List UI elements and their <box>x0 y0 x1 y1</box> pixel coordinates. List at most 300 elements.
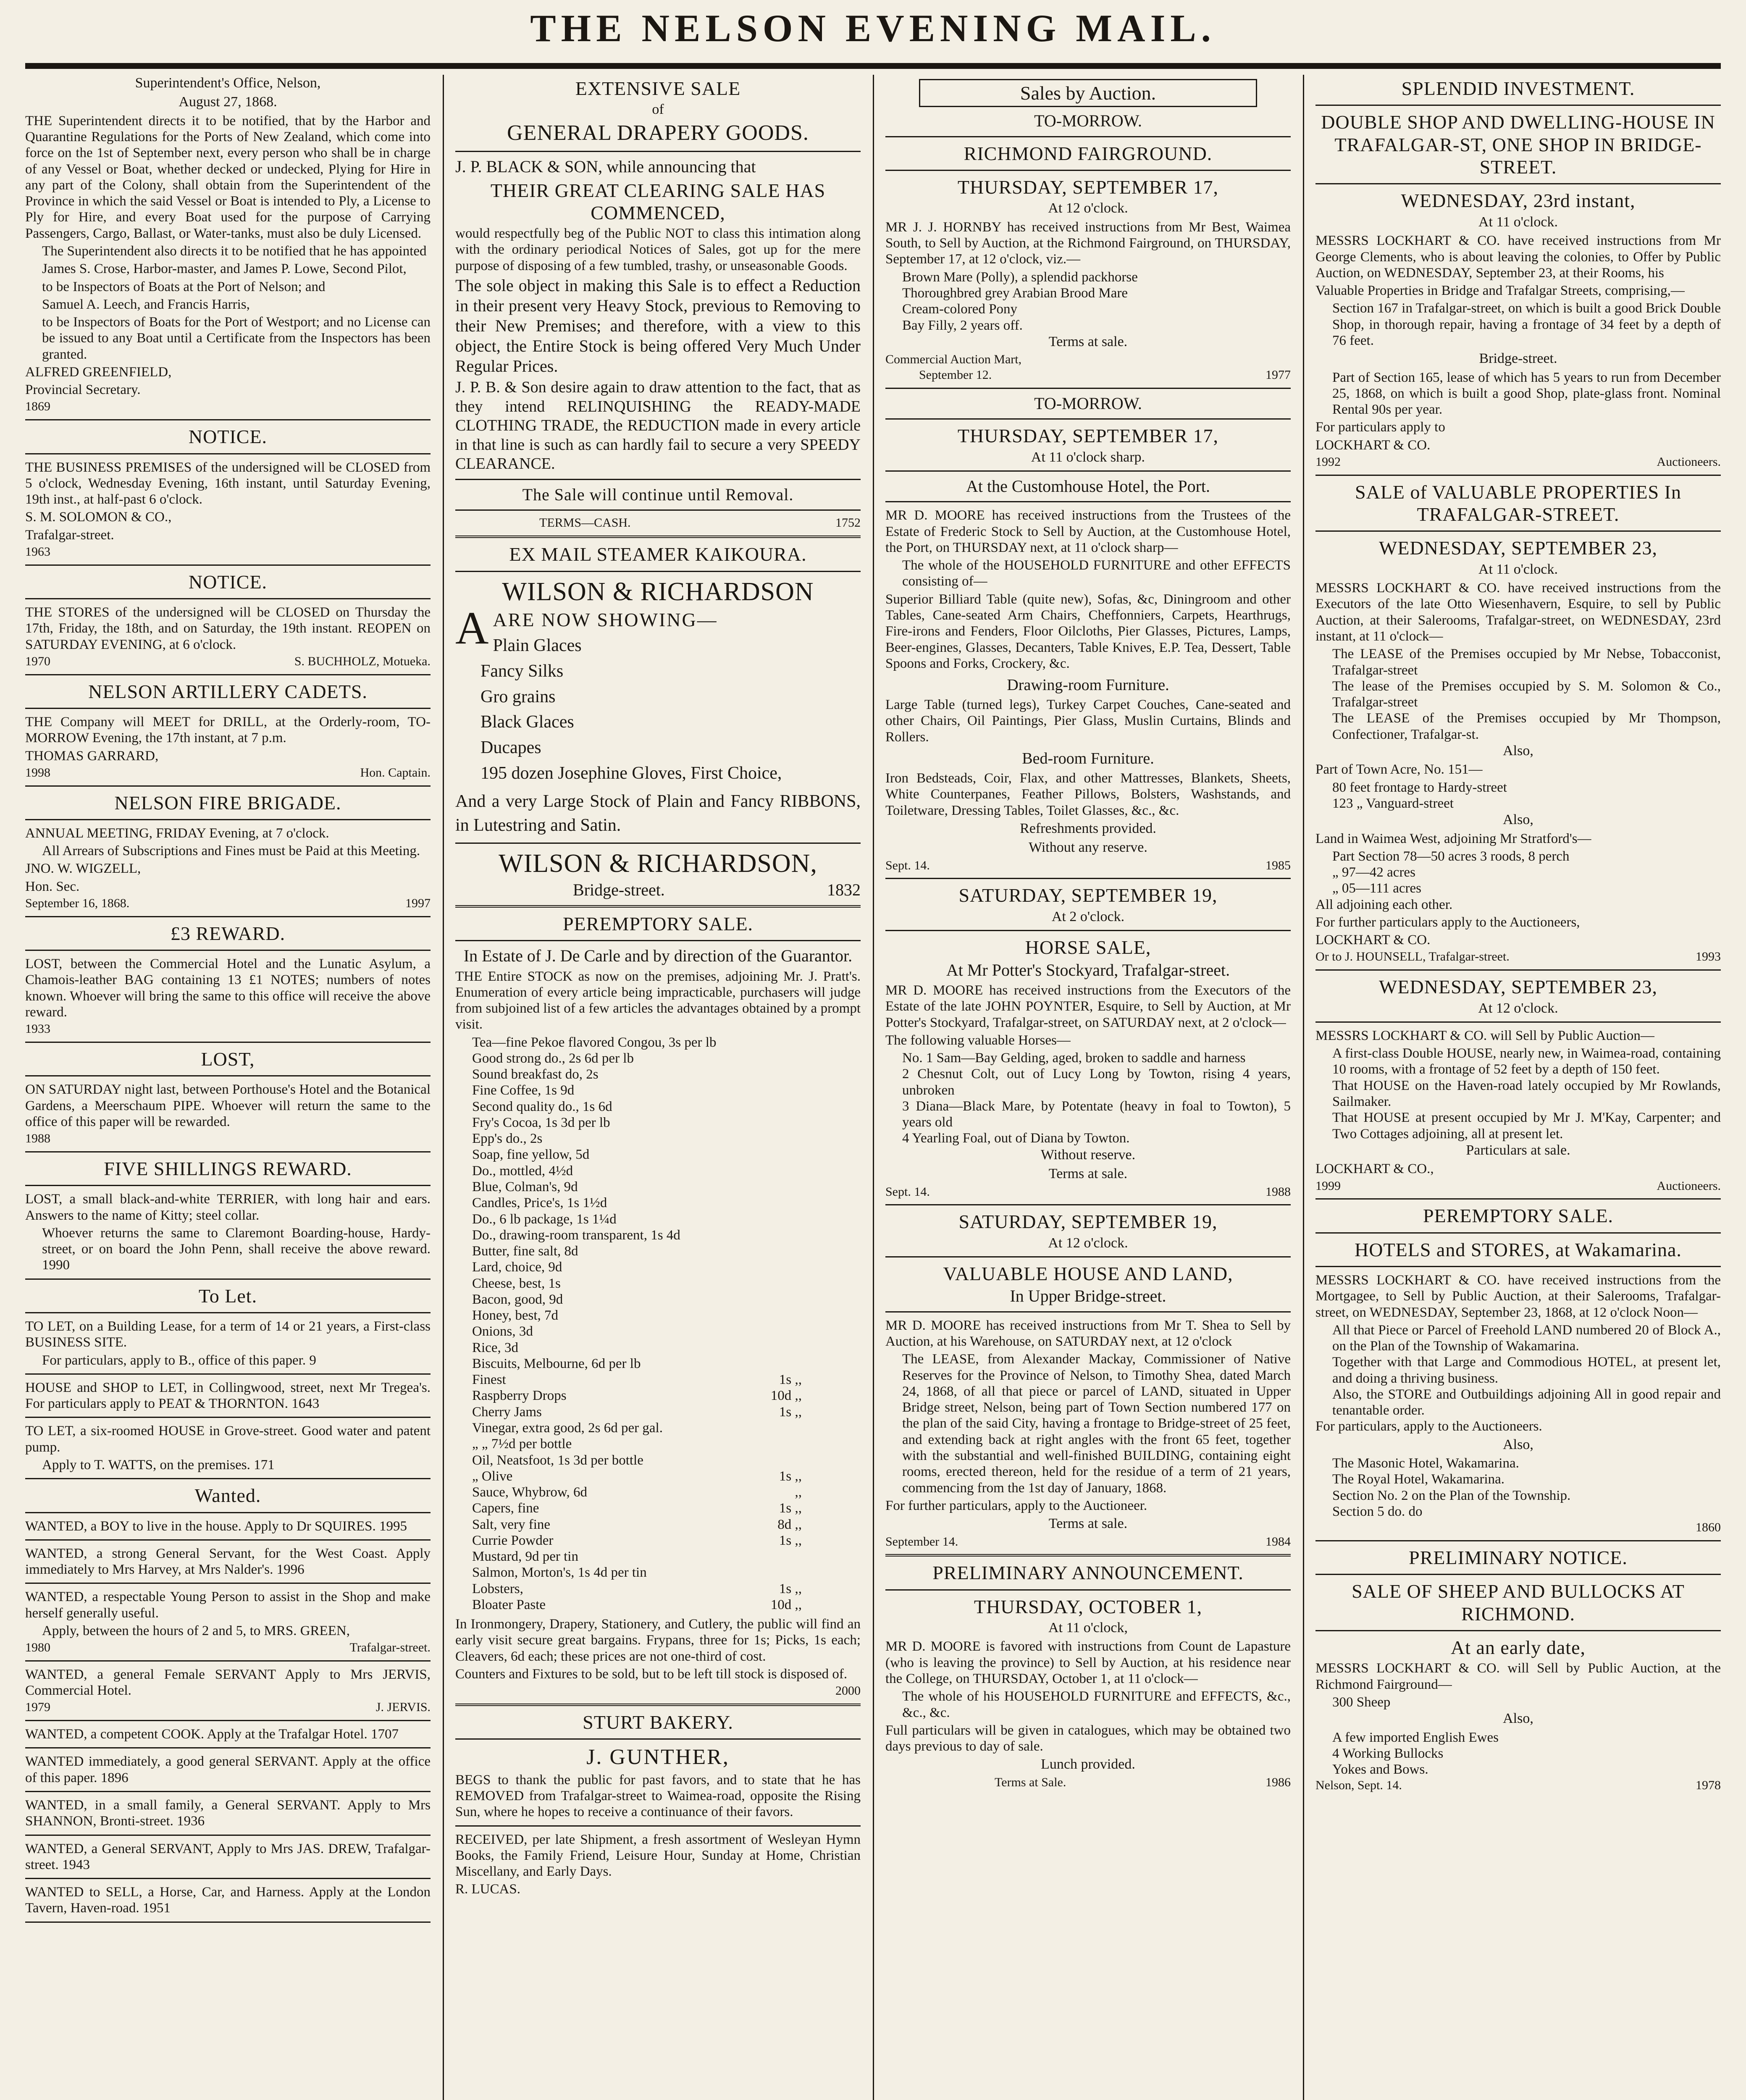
notice-body: WANTED to SELL, a Horse, Car, and Harness. Apply at the London Tavern, Haven-road. 1951 <box>25 1885 431 1916</box>
notice-footer <box>25 896 431 911</box>
price-item: Sauce, Whybrow, 6d <box>472 1485 588 1500</box>
price-item: Bloater Paste <box>472 1597 546 1612</box>
auction-date: WEDNESDAY, 23rd instant, <box>1401 190 1636 212</box>
price-item: Sound breakfast do, 2s <box>472 1067 599 1082</box>
price-item: „ „ 7½d per bottle <box>472 1436 572 1452</box>
ad-number: 1832 <box>827 880 861 900</box>
divider <box>25 1185 431 1186</box>
lease-item: The lease of the Premises occupied by S. M. Solomon & Co., Trafalgar-street <box>1332 678 1721 710</box>
auction-body: MR J. J. HORNBY has received instructions from Mr Best, Waimea South, to Sell by Auction, at the Richmond Fairground, on THURSDAY, September 17, at 12 o'clock, viz.— <box>885 219 1291 267</box>
hotel-line: Section No. 2 on the Plan of the Township. <box>1332 1488 1571 1503</box>
price-row <box>455 1259 861 1275</box>
hotel-lines <box>1315 1455 1721 1520</box>
divider <box>25 785 431 787</box>
price-item: Finest <box>472 1372 506 1388</box>
auction-body: The whole of the HOUSEHOLD FURNITURE and other EFFECTS consisting of— <box>902 558 1291 589</box>
sheep-items <box>1315 1694 1721 1710</box>
notice-footer-text: Hon. Captain. <box>360 765 431 780</box>
section-item: „ 97—42 acres <box>1332 865 1415 880</box>
price-row <box>455 1082 861 1098</box>
price-unit: 1s ,, <box>779 1372 802 1388</box>
frontage-item: 80 feet frontage to Hardy-street <box>1332 780 1507 795</box>
notice-footer <box>25 1131 431 1146</box>
divider <box>25 1075 431 1076</box>
price-row <box>455 1195 861 1211</box>
notice-body: All Arrears of Subscriptions and Fines must be Paid at this Meeting. <box>42 843 420 859</box>
price-row <box>455 1147 861 1163</box>
auction-date: SATURDAY, SEPTEMBER 19, <box>958 885 1218 906</box>
fabric-item: Plain Glaces <box>493 635 582 655</box>
page-columns <box>25 75 1721 2100</box>
auction-date: At an early date, <box>1451 1637 1586 1659</box>
sheep-item: 300 Sheep <box>1332 1694 1391 1710</box>
ad-number: 1992 <box>1315 454 1341 469</box>
hotel-items <box>1315 1322 1721 1419</box>
divider <box>25 1373 431 1375</box>
divider <box>25 1478 431 1479</box>
lease-item: The LEASE of the Premises occupied by Mr Nebse, Tobacconist, Trafalgar-street <box>1332 646 1721 678</box>
auction-body: Land in Waimea West, adjoining Mr Stratford's— <box>1315 831 1591 846</box>
notice-body: ANNUAL MEETING, FRIDAY Evening, at 7 o'clock. <box>25 825 329 841</box>
auction-date: THURSDAY, SEPTEMBER 17, <box>957 425 1219 447</box>
price-item: „ Olive <box>472 1468 513 1484</box>
notice-body: James S. Crose, Harbor-master, and James P. Lowe, Second Pilot, <box>42 261 407 277</box>
auction-terms: Terms at sale. <box>1048 1166 1128 1182</box>
auction-date: THURSDAY, SEPTEMBER 17, <box>957 176 1219 198</box>
auction-body: Section 167 in Trafalgar-street, on which is built a good Brick Double Shop, in thorough repair, having a frontage of 34 feet by a depth of 76 feet. <box>1332 301 1721 348</box>
notice-body: ON SATURDAY night last, between Porthouse's Hotel and the Botanical Gardens, a Meerschaum PIPE. Whoever will return the same to the office of this paper will be rewarded. <box>25 1082 431 1129</box>
preliminary-notice-heading: PRELIMINARY NOTICE. <box>1409 1546 1628 1568</box>
price-item: Lard, choice, 9d <box>472 1260 562 1275</box>
auction-terms: Particulars at sale. <box>1466 1142 1570 1158</box>
auction-body: MESSRS LOCKHART & CO. have received instructions from the Executors of the late Otto Wiesenhavern, Esquire, to sell by Public Auction, at their Salerooms, Trafalgar-street, on WEDNESDAY, 23rd instant, at 11 o'clock— <box>1315 580 1721 644</box>
auction-footer-date: Sept. 14. <box>885 1184 930 1199</box>
divider <box>25 1312 431 1313</box>
divider <box>25 1747 431 1748</box>
notice-signature: JNO. W. WIGZELL, <box>25 861 141 877</box>
auction-subhead: Drawing-room Furniture. <box>1007 676 1169 694</box>
ad-number: 1993 <box>1696 950 1721 964</box>
notice-body: TO LET, on a Building Lease, for a term of 14 or 21 years, a First-class BUSINESS SITE. <box>25 1319 431 1350</box>
hotel-item: Together with that Large and Commodious HOTEL, at present let, and doing a thriving business. <box>1332 1354 1721 1386</box>
auction-subhead: Bridge-street. <box>1479 351 1557 367</box>
auction-body: The whole of his HOUSEHOLD FURNITURE and EFFECTS, &c., &c., &c. <box>902 1689 1291 1720</box>
also-label: Also, <box>1503 812 1533 828</box>
price-item: Second quality do., 1s 6d <box>472 1099 612 1114</box>
notice-heading: LOST, <box>201 1048 255 1070</box>
price-row <box>455 1500 861 1516</box>
horse-item: 3 Diana—Black Mare, by Potentate (heavy in foal to Towton), 5 years old <box>902 1098 1291 1130</box>
price-item: Do., drawing-room transparent, 1s 4d <box>472 1227 680 1243</box>
price-row <box>455 1323 861 1339</box>
drapery-closing: The Sale will continue until Removal. <box>522 485 794 504</box>
price-item: Cheese, best, 1s <box>472 1276 561 1291</box>
auction-time: At 12 o'clock. <box>1478 1000 1558 1016</box>
divider <box>25 950 431 951</box>
price-item: Blue, Colman's, 9d <box>472 1179 578 1195</box>
notice-signature: ALFRED GREENFIELD, <box>25 364 172 380</box>
bakery-body: BEGS to thank the public for past favors, and to state that he has REMOVED from Trafalgar-street to Waimea-road, opposite the Rising Sun, where he hopes to receive a continuance of their favors. <box>455 1772 861 1820</box>
auction-body: Valuable Properties in Bridge and Trafalgar Streets, comprising,— <box>1315 283 1685 299</box>
price-unit: 1s ,, <box>779 1501 802 1516</box>
price-unit: 10d ,, <box>770 1388 802 1404</box>
price-item: Salmon, Morton's, 1s 4d per tin <box>472 1565 647 1580</box>
price-item: Good strong do., 2s 6d per lb <box>472 1050 634 1066</box>
price-row <box>455 1340 861 1356</box>
price-row <box>455 1484 861 1500</box>
auction-date: WEDNESDAY, SEPTEMBER 23, <box>1379 537 1657 559</box>
auction-body: Full particulars will be given in catalogues, which may be obtained two days previous to day of sale. <box>885 1722 1291 1754</box>
horse-item: No. 1 Sam—Bay Gelding, aged, broken to saddle and harness <box>902 1050 1246 1066</box>
auction-body: MR D. MOORE has received instructions from Mr T. Shea to Sell by Auction, at his Warehouse, on SATURDAY next, at 12 o'clock <box>885 1318 1291 1349</box>
auction-place: RICHMOND FAIRGROUND. <box>964 142 1213 164</box>
notice-heading: NELSON FIRE BRIGADE. <box>114 792 341 814</box>
price-item: Biscuits, Melbourne, 6d per lb <box>472 1356 641 1371</box>
price-item: Do., 6 lb package, 1s 1¼d <box>472 1211 617 1227</box>
drapery-of: of <box>652 102 664 118</box>
notice-body: THE STORES of the undersigned will be CLOSED on Thursday the 17th, Friday, the 18th, and on Saturday, the 19th instant. REOPEN on SATURDAY EVENING, at 6 o'clock. <box>25 605 431 652</box>
divider <box>25 1720 431 1721</box>
notice-footer-text: S. BUCHHOLZ, Motueka. <box>294 654 431 668</box>
sturt-bakery-heading: STURT BAKERY. <box>583 1712 733 1733</box>
clearing-sale-heading: THEIR GREAT CLEARING SALE HAS COMMENCED, <box>490 179 826 223</box>
divider <box>25 674 431 675</box>
divider <box>25 916 431 917</box>
auction-body: For further particulars apply to the Auctioneers, <box>1315 914 1580 930</box>
lucas-signature: R. LUCAS. <box>455 1882 520 1897</box>
auction-item: Bay Filly, 2 years off. <box>902 318 1023 333</box>
notice-body: WANTED, a General SERVANT, Apply to Mrs JAS. DREW, Trafalgar-street. 1943 <box>25 1841 431 1872</box>
peremptory-sale-heading: PEREMPTORY SALE. <box>1423 1205 1614 1227</box>
auction-when: TO-MORROW. <box>1034 111 1142 131</box>
price-row <box>455 1597 861 1613</box>
price-item: Lobsters, <box>472 1581 523 1596</box>
price-item: Onions, 3d <box>472 1324 533 1339</box>
drapery-title: GENERAL DRAPERY GOODS. <box>507 121 809 145</box>
notice-heading: To Let. <box>198 1285 257 1307</box>
newspaper-title: THE NELSON EVENING MAIL. <box>530 7 1216 50</box>
preliminary-announcement-heading: PRELIMINARY ANNOUNCEMENT. <box>932 1562 1244 1584</box>
ad-number: 1984 <box>1266 1534 1291 1549</box>
notice-heading: NOTICE. <box>188 571 268 593</box>
price-item: Fine Coffee, 1s 9d <box>472 1083 575 1098</box>
drapery-paragraph: J. P. B. & Son desire again to draw attention to the fact, that as they intend RELINQUISHING the READY-MADE CLOTHING TRADE, the REDUCTION made in every article in that line is such as can hardly fail to secure a very SPEEDY CLEARANCE. <box>455 378 861 473</box>
notice-heading: FIVE SHILLINGS REWARD. <box>104 1158 352 1179</box>
hotel-line: The Masonic Hotel, Wakamarina. <box>1332 1456 1519 1471</box>
price-row <box>455 1581 861 1597</box>
price-item: Epp's do., 2s <box>472 1131 543 1147</box>
auction-terms: Terms at sale. <box>1048 333 1128 349</box>
also-label: Also, <box>1503 1711 1533 1727</box>
auction-item: Thoroughbred grey Arabian Brood Mare <box>902 285 1128 301</box>
peremptory-fixtures: Counters and Fixtures to be sold, but to be left till stock is disposed of. <box>455 1666 848 1682</box>
auction-place: At the Customhouse Hotel, the Port. <box>966 476 1210 496</box>
column-divider <box>873 75 874 2100</box>
notice-footer <box>25 545 431 559</box>
lockhart-signature: LOCKHART & CO. <box>1315 932 1431 948</box>
price-item: Capers, fine <box>472 1501 539 1516</box>
livestock-item: 4 Working Bullocks <box>1332 1746 1444 1761</box>
auction-terms: Terms at Sale. <box>995 1775 1066 1789</box>
auction-body: The LEASE, from Alexander Mackay, Commissioner of Native Reserves for the Province of Nelson, to Timothy Shea, dated March 24, 1868, of all that piece or parcel of LAND, situated in Upper Bridge street, Nelson, being part of Town Section numbered 177 on the plan of the said City, having a frontage to Bridge-street of 25 feet, and extending back at right angles with the front 65 feet, together with the substantial and well-finished BUILDING, containing eight rooms, erected thereon, held for the residue of a term of 21 years, commencing from the 1st day of January, 1868. <box>902 1352 1291 1496</box>
auction-list: Iron Bedsteads, Coir, Flax, and other Mattresses, Blankets, Sheets, White Counterpanes, Feather Pillows, Bolsters, Washstands, and Toiletware, Dressing Tables, Toilet Glasses, &c., &c. <box>885 770 1291 818</box>
column-2 <box>455 75 861 2100</box>
notice-body: WANTED, a strong General Servant, for the West Coast. Apply immediately to Mrs Harvey, at Mrs Nalder's. 1996 <box>25 1546 431 1578</box>
price-row <box>455 1372 861 1388</box>
ad-number: 1933 <box>25 1022 50 1036</box>
notice-footer-text: 1980 <box>25 1641 50 1655</box>
price-row <box>455 1227 861 1243</box>
divider <box>25 819 431 820</box>
price-row <box>455 1163 861 1179</box>
ad-number: 1977 <box>1266 368 1291 382</box>
drop-cap: A <box>455 602 489 654</box>
wakamarina-heading: HOTELS and STORES, at Wakamarina. <box>1355 1239 1682 1260</box>
auction-items <box>885 1050 1291 1147</box>
notice-heading: NELSON ARTILLERY CADETS. <box>88 680 368 702</box>
auction-items <box>885 269 1291 333</box>
wilson-richardson-footer: WILSON & RICHARDSON, <box>499 849 817 878</box>
auction-item: Brown Mare (Polly), a splendid packhorse <box>902 269 1138 285</box>
also-label: Also, <box>1503 1436 1533 1452</box>
price-item: Mustard, 9d per tin <box>472 1549 578 1564</box>
house-items <box>1315 1045 1721 1142</box>
notice-body: to be Inspectors of Boats for the Port of Westport; and no License can be issued to any Boat until a Certificate from the Inspectors has been granted. <box>42 315 431 362</box>
auction-reserve: Without any reserve. <box>1029 840 1147 856</box>
lockhart-signature: LOCKHART & CO. <box>1315 437 1431 453</box>
price-row <box>455 1276 861 1292</box>
auction-date: SATURDAY, SEPTEMBER 19, <box>958 1211 1218 1233</box>
notice-body: Samuel A. Leech, and Francis Harris, <box>42 297 250 312</box>
auction-body: MR D. MOORE has received instructions from the Trustees of the Estate of Frederic Stock to Sell by Auction, at the Customhouse Hotel, the Port, on THURSDAY next, at 11 o'clock sharp— <box>885 508 1291 555</box>
ad-number: 1752 <box>835 516 861 530</box>
notice-body: THE Company will MEET for DRILL, at the Orderly-room, TO-MORROW Evening, the 17th instant, at 7 p.m. <box>25 714 431 746</box>
wilson-richardson-title: WILSON & RICHARDSON <box>502 577 814 606</box>
peremptory-estate: In Estate of J. De Carle and by direction of the Guarantor. <box>463 946 853 966</box>
ad-number: 1988 <box>1266 1184 1291 1199</box>
notice-body: WANTED, a respectable Young Person to assist in the Shop and make herself generally useful. <box>25 1589 431 1621</box>
divider <box>25 1878 431 1879</box>
divider <box>25 1417 431 1418</box>
divider <box>25 1042 431 1043</box>
divider <box>25 564 431 566</box>
notice-body: THE BUSINESS PREMISES of the undersigned will be CLOSED from 5 o'clock, Wednesday Evening, 16th instant, until Saturday Evening, 19th inst., at half-past 6 o'clock. <box>25 459 431 507</box>
price-row <box>455 1307 861 1323</box>
auction-place: In Upper Bridge-street. <box>1010 1286 1166 1306</box>
price-row <box>455 1356 861 1372</box>
auction-body: MESSRS LOCKHART & CO. will Sell by Public Auction, at the Richmond Fairground— <box>1315 1661 1721 1692</box>
notice-footer-text: September 16, 1868. <box>25 896 130 910</box>
auction-when: TO-MORROW. <box>1034 394 1142 413</box>
divider <box>25 1660 431 1662</box>
divider <box>25 419 431 420</box>
notice-footer-text: J. JERVIS. <box>375 1700 431 1714</box>
livestock-item: Yokes and Bows. <box>1332 1762 1428 1777</box>
peremptory-body: THE Entire STOCK as now on the premises, adjoining Mr. J. Pratt's. Enumeration of every article being impracticable, purchasers will judge from subjoined list of a few articles the advantages obtained by a prompt visit. <box>455 969 861 1032</box>
hotel-line: The Royal Hotel, Wakamarina. <box>1332 1472 1505 1487</box>
price-row <box>455 1468 861 1484</box>
price-unit: 1s ,, <box>779 1468 802 1484</box>
price-row <box>455 1131 861 1147</box>
auctioneers: Auctioneers. <box>1657 454 1721 469</box>
peremptory-sale-heading: PEREMPTORY SALE. <box>562 913 754 934</box>
notice-signature: Hon. Sec. <box>25 879 80 894</box>
auction-body: Part of Town Acre, No. 151— <box>1315 762 1483 777</box>
price-row <box>455 1388 861 1404</box>
auction-time: At 2 o'clock. <box>1051 908 1125 924</box>
notice-body: Apply, between the hours of 2 and 5, to MRS. GREEN, <box>42 1623 350 1638</box>
notice-footer <box>25 399 431 414</box>
notice-signature: Provincial Secretary. <box>25 382 141 398</box>
fabric-item: Fancy Silks <box>480 661 564 681</box>
auction-time: At 12 o'clock. <box>1048 1235 1128 1251</box>
price-row <box>455 1292 861 1307</box>
price-row <box>455 1564 861 1580</box>
price-item: Butter, fine salt, 8d <box>472 1244 578 1259</box>
auction-time: At 11 o'clock, <box>1048 1620 1128 1636</box>
notice-footer <box>25 654 431 669</box>
splendid-investment-heading: SPLENDID INVESTMENT. <box>1401 78 1635 99</box>
divider <box>25 453 431 454</box>
ad-number: 1869 <box>25 399 50 414</box>
auction-footer-date: Nelson, Sept. 14. <box>1315 1778 1402 1793</box>
fabric-item: 195 dozen Josephine Gloves, First Choice, <box>480 764 782 783</box>
auction-date: THURSDAY, OCTOBER 1, <box>974 1596 1203 1617</box>
hotel-item: All that Piece or Parcel of Freehold LAND numbered 20 of Block A., on the Plan of the Township of Wakamarina. <box>1332 1322 1721 1354</box>
divider <box>25 1512 431 1513</box>
price-row <box>455 1452 861 1468</box>
auction-place: At Mr Potter's Stockyard, Trafalgar-street. <box>946 960 1230 979</box>
also-label: Also, <box>1503 743 1533 759</box>
auction-footer-date: Sept. 14. <box>885 858 930 872</box>
section-item: „ 05—111 acres <box>1332 881 1421 896</box>
price-item: Fry's Cocoa, 1s 3d per lb <box>472 1115 610 1130</box>
notice-body: WANTED, a general Female SERVANT Apply to Mrs JERVIS, Commercial Hotel. <box>25 1667 431 1698</box>
notice-heading: £3 REWARD. <box>170 922 286 944</box>
wilson-address: Bridge-street. <box>573 880 665 900</box>
auction-body: MESSRS LOCKHART & CO. have received instructions from Mr George Clements, who is about leaving the colonies, to Offer by Public Auction, on WEDNESDAY, September 23, at their Rooms, his <box>1315 233 1721 281</box>
auction-date: WEDNESDAY, SEPTEMBER 23, <box>1379 976 1657 998</box>
price-item: Salt, very fine <box>472 1517 551 1532</box>
divider <box>25 1835 431 1836</box>
divider <box>25 1791 431 1792</box>
fabric-item: Ducapes <box>480 738 541 758</box>
auction-time: At 11 o'clock sharp. <box>1031 449 1145 465</box>
price-row <box>455 1404 861 1420</box>
auction-list: Large Table (turned legs), Turkey Carpet Couches, Cane-seated and other Chairs, Oil Paintings, Pier Glass, Muslin Curtains, Blinds and Rollers. <box>885 697 1291 745</box>
drapery-paragraph: would respectfully beg of the Public NOT to class this intimation along with the ordinary periodical Notices of Sales, got up for the mere purpose of disposing of a few tumbled, trashy, or unseasonable Goods. <box>455 226 861 273</box>
notice-body: The Superintendent also directs it to be notified that he has appointed <box>42 244 427 259</box>
column-3 <box>885 75 1291 2100</box>
horse-sale-heading: HORSE SALE, <box>1025 937 1151 958</box>
price-item: Tea—fine Pekoe flavored Congou, 3s per lb <box>472 1034 717 1050</box>
notice-footer <box>25 1641 431 1655</box>
price-row <box>455 1533 861 1549</box>
divider <box>25 1151 431 1152</box>
sheep-bullocks-heading: SALE OF SHEEP AND BULLOCKS AT RICHMOND. <box>1352 1580 1685 1625</box>
auction-body: MR D. MOORE is favored with instructions from Count de Lapasture (who is leaving the province) to Sell by Auction, at his residence near the College, on THURSDAY, October 1, at 11 o'clock— <box>885 1639 1291 1686</box>
gunther-name: J. GUNTHER, <box>586 1745 730 1769</box>
price-row <box>455 1115 861 1131</box>
price-item: Honey, best, 7d <box>472 1308 558 1323</box>
auction-footer-date: September 14. <box>885 1534 958 1549</box>
notice-heading: NOTICE. <box>188 426 268 448</box>
column-divider <box>1303 75 1304 2100</box>
house-item: A first-class Double HOUSE, nearly new, in Waimea-road, containing 10 rooms, with a frontage of 52 feet by a depth of 150 feet. <box>1332 1046 1721 1077</box>
sales-by-auction-title: Sales by Auction. <box>919 79 1257 107</box>
notice-body: HOUSE and SHOP to LET, in Collingwood, street, next Mr Tregea's. For particulars apply to PEAT & THORNTON. 1643 <box>25 1380 431 1412</box>
notice-dateline: Superintendent's Office, Nelson, <box>135 75 321 91</box>
price-row <box>455 1517 861 1533</box>
hotel-line: Section 5 do. do <box>1332 1504 1423 1519</box>
auction-time: At 11 o'clock. <box>1478 561 1558 577</box>
auction-body: For particulars apply to <box>1315 420 1445 435</box>
drapery-terms: TERMS—CASH. <box>539 516 631 530</box>
livestock-item: A few imported English Ewes <box>1332 1730 1499 1745</box>
price-list <box>455 1034 861 1613</box>
notice-body: Whoever returns the same to Claremont Boarding-house, Hardy-street, or on board the John Penn, shall receive the above reward. 1990 <box>42 1225 431 1273</box>
auction-reserve: Without reserve. <box>1040 1147 1136 1163</box>
price-item: Soap, fine yellow, 5d <box>472 1147 590 1163</box>
section-items <box>1315 848 1721 897</box>
notice-body: LOST, a small black-and-white TERRIER, with long hair and ears. Answers to the name of Kitty; steel collar. <box>25 1192 431 1223</box>
notice-footer-text: 1997 <box>405 896 431 910</box>
notice-body: WANTED, a BOY to live in the house. Apply to Dr SQUIRES. 1995 <box>25 1518 407 1534</box>
ad-number: 1963 <box>25 544 50 559</box>
auction-time: At 11 o'clock. <box>1478 214 1558 230</box>
drapery-intro: J. P. BLACK & SON, while announcing that <box>455 157 756 176</box>
notice-footer <box>25 1700 431 1715</box>
notice-dateline: August 27, 1868. <box>179 94 277 110</box>
house-item: That HOUSE at present occupied by Mr J. M'Kay, Carpenter; and Two Cottages adjoining, all at present let. <box>1332 1110 1721 1142</box>
divider <box>25 1539 431 1541</box>
horse-item: 4 Yearling Foal, out of Diana by Towton. <box>902 1131 1130 1146</box>
notice-body: For particulars, apply to B., office of this paper. 9 <box>42 1352 316 1368</box>
investment-title: DOUBLE SHOP AND DWELLING-HOUSE IN TRAFALGAR-ST, ONE SHOP IN BRIDGE-STREET. <box>1321 111 1715 178</box>
notice-footer <box>25 766 431 780</box>
divider <box>25 598 431 599</box>
lockhart-signature: LOCKHART & CO., <box>1315 1161 1434 1177</box>
notice-signature: Trafalgar-street. <box>25 527 114 543</box>
wilson-items <box>455 633 861 786</box>
lease-item: The LEASE of the Premises occupied by Mr Thompson, Confectioner, Trafalgar-st. <box>1332 711 1721 742</box>
hotel-item: Also, the STORE and Outbuildings adjoining All in good repair and tenantable order. <box>1332 1386 1721 1418</box>
lucas-body: RECEIVED, per late Shipment, a fresh assortment of Wesleyan Hymn Books, the Family Friend, Leisure Hour, Sunday at Home, Christian Miscellany, and Early Days. <box>455 1832 861 1880</box>
notice-footer-text: Trafalgar-street. <box>349 1641 431 1655</box>
notice-footer <box>25 1022 431 1037</box>
divider <box>25 1278 431 1280</box>
auction-footer: Commercial Auction Mart, <box>885 352 1022 367</box>
column-1 <box>25 75 431 2100</box>
divider <box>25 1583 431 1584</box>
price-row <box>455 1243 861 1259</box>
valuable-properties-heading: SALE of VALUABLE PROPERTIES In TRAFALGAR-STREET. <box>1355 481 1681 525</box>
section-item: Part Section 78—50 acres 3 roods, 8 perch <box>1332 848 1570 864</box>
notice-body: TO LET, a six-roomed HOUSE in Grove-street. Good water and patent pump. <box>25 1423 431 1455</box>
price-item: Oil, Neatsfoot, 1s 3d per bottle <box>472 1452 643 1468</box>
drapery-heading: EXTENSIVE SALE <box>575 78 741 99</box>
ad-number: 1999 <box>1315 1179 1341 1193</box>
notice-body: Apply to T. WATTS, on the premises. 171 <box>42 1457 275 1473</box>
auctioneers: Auctioneers. <box>1657 1179 1721 1193</box>
auction-body: MESSRS LOCKHART & CO. have received instructions from the Mortgagee, to Sell by Public Auction, at their Salerooms, Trafalgar-street, on WEDNESDAY, September 23, 1868, at 12 o'clock Noon— <box>1315 1273 1721 1320</box>
price-unit: 1s ,, <box>779 1581 802 1596</box>
price-row <box>455 1099 861 1115</box>
notice-body: to be Inspectors of Boats at the Port of Nelson; and <box>42 279 326 294</box>
price-unit: 10d ,, <box>770 1597 802 1612</box>
auction-item: Cream-colored Pony <box>902 302 1018 317</box>
price-row <box>455 1034 861 1050</box>
